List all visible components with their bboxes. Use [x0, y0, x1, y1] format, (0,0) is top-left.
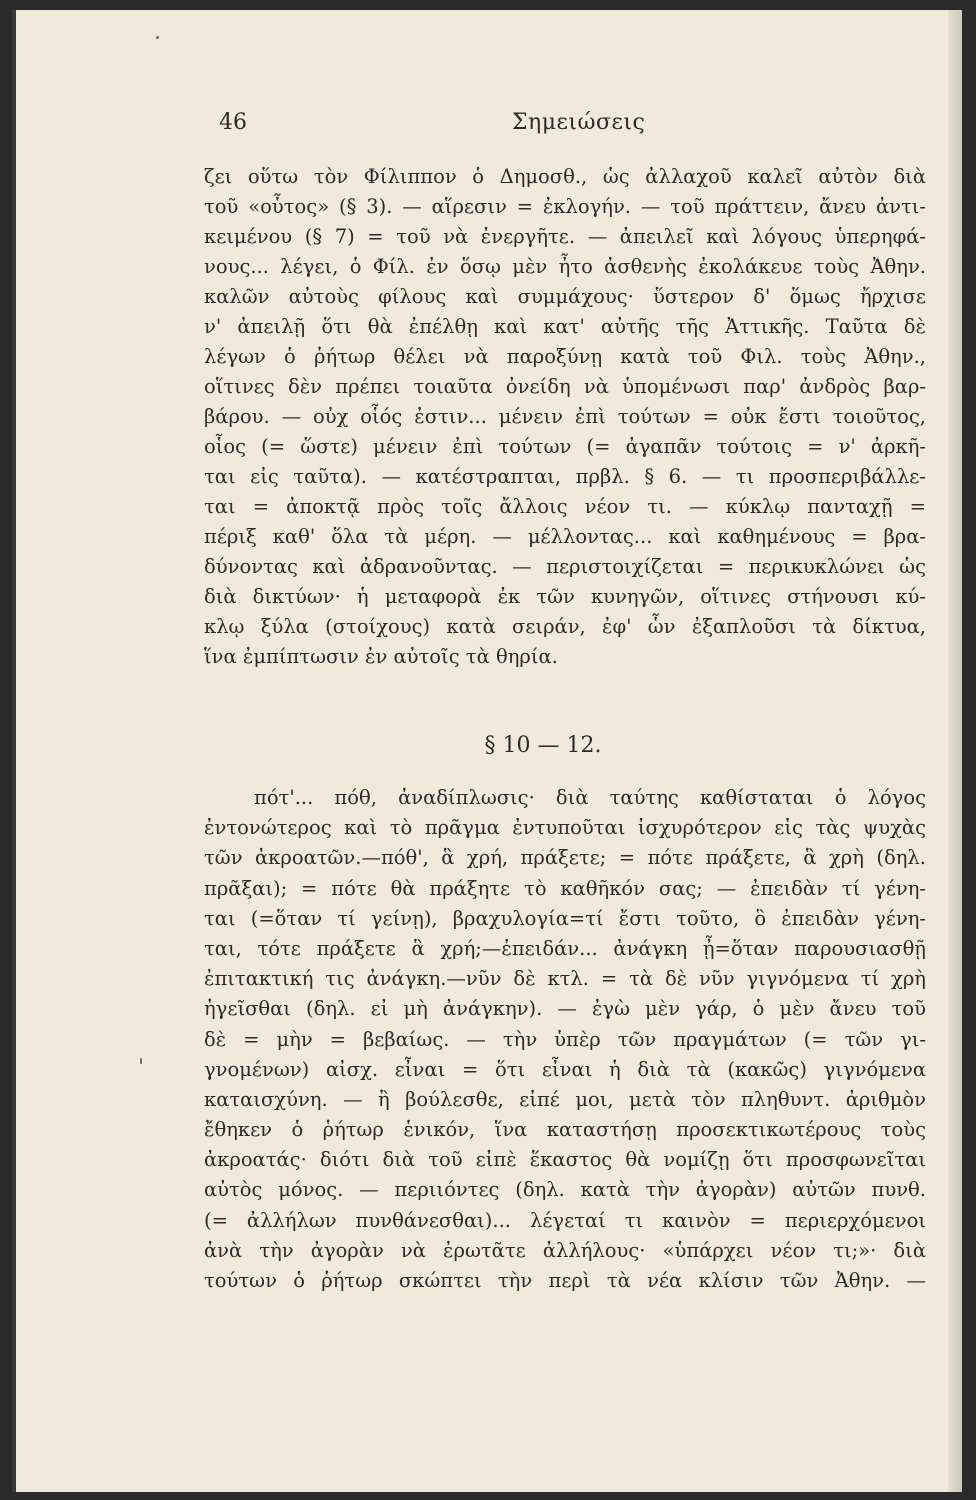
- text-line: πότ'... πόθ, ἀναδίπλωσις· διὰ ταύτης καθίσταται ὁ λόγος: [254, 786, 926, 809]
- section-heading: § 10 — 12.: [484, 733, 602, 758]
- text-line: ἐντονώτερος καὶ τὸ πρᾶγμα ἐντυποῦται ἰσχυρότερον εἰς τὰς ψυχὰς: [204, 816, 926, 840]
- notes-paragraph-1: [204, 162, 926, 672]
- text-line: οἵτινες δὲν πρέπει τοιαῦτα ὀνείδη νὰ ὑπομένωσι παρ' ἀνδρὸς βαρ-: [204, 375, 926, 398]
- text-line: ἀνὰ τὴν ἀγορὰν νὰ ἐρωτᾶτε ἀλλήλους· «ὑπάρχει νέον τι;»· διὰ: [204, 1238, 926, 1262]
- text-line: πέριξ καθ' ὅλα τὰ μέρη. — μέλλοντας... καὶ καθημένους = βρα-: [204, 525, 926, 548]
- text-line: ἵνα ἐμπίπτωσιν ἐν αὐτοῖς τὰ θηρία.: [204, 645, 558, 668]
- text-line: (= ἀλλήλων πυνθάνεσθαι)... λέγεταί τι καινὸν = περιερχόμενοι: [204, 1208, 926, 1232]
- text-line: λέγων ὁ ῥήτωρ θέλει νὰ παροξύνῃ κατὰ τοῦ Φιλ. τοὺς Ἀθην.,: [204, 345, 926, 368]
- text-line: ἔθηκεν ὁ ῥήτωρ ἑνικόν, ἵνα καταστήσῃ προσεκτικωτέρους τοὺς: [204, 1118, 926, 1142]
- paper-speck: [140, 1058, 142, 1064]
- page-header: [16, 110, 962, 150]
- text-line: τῶν ἀκροατῶν.—πόθ', ἃ χρή, πράξετε; = πότε πράξετε, ἃ χρὴ (δηλ.: [204, 846, 926, 870]
- text-line: αὐτὸς μόνος. — περιιόντες (δηλ. κατὰ τὴν ἀγορὰν) αὐτῶν πυνθ.: [204, 1178, 926, 1202]
- text-line: κειμένου (§ 7) = τοῦ νὰ ἐνεργῆτε. — ἀπειλεῖ καὶ λόγους ὑπερηφά-: [204, 225, 926, 248]
- text-line: ται, τότε πράξετε ἃ χρή;—ἐπειδάν... ἀνάγκη ᾖ=ὅταν παρουσιασθῇ: [204, 936, 926, 960]
- text-line: τοῦ «οὗτος» (§ 3). — αἵρεσιν = ἐκλογήν. — τοῦ πράττειν, ἄνευ ἀντι-: [204, 195, 926, 218]
- text-line: νους... λέγει, ὁ Φίλ. ἐν ὅσῳ μὲν ἦτο ἀσθενὴς ἐκολάκευε τοὺς Ἀθην.: [204, 255, 926, 278]
- text-line: ἀκροατάς· διότι διὰ τοῦ εἰπὲ ἕκαστος θὰ νομίζῃ ὅτι προσφωνεῖται: [204, 1148, 926, 1172]
- text-line: βάρου. — οὐχ οἷός ἐστιν... μένειν ἐπὶ τούτων = οὐκ ἔστι τοιοῦτος,: [204, 405, 926, 428]
- text-line: τούτων ὁ ῥήτωρ σκώπτει τὴν περὶ τὰ νέα κλίσιν τῶν Ἀθην. —: [204, 1269, 926, 1292]
- text-line: δύνοντας καὶ ἀδρανοῦντας. — περιστοιχίζεται = περικυκλώνει ὡς: [204, 555, 926, 578]
- text-line: ται εἰς ταῦτα). — κατέστραπται, πρβλ. § 6. — τι προσπεριβάλλε-: [204, 465, 926, 488]
- text-line: οἷος (= ὥστε) μένειν ἐπὶ τούτων (= ἀγαπᾶν τούτοις = ν' ἀρκῆ-: [204, 435, 926, 458]
- text-line: δὲ = μὴν = βεβαίως. — τὴν ὑπὲρ τῶν πραγμάτων (= τῶν γι-: [204, 1027, 926, 1051]
- running-title: Σημειώσεις: [512, 110, 646, 135]
- text-line: ν' ἀπειλῇ ὅτι θὰ ἐπέλθῃ καὶ κατ' αὐτῆς τῆς Ἀττικῆς. Ταῦτα δὲ: [204, 315, 926, 338]
- page-number: 46: [219, 110, 247, 135]
- text-line: ται = ἀποκτᾷ πρὸς τοῖς ἄλλοις νέον τι. — κύκλῳ πανταχῇ =: [204, 495, 926, 518]
- text-line: ἡγεῖσθαι (δηλ. εἰ μὴ ἀνάγκην). — ἐγὼ μὲν γάρ, ὁ μὲν ἄνευ τοῦ: [204, 997, 926, 1021]
- paper-speck: [156, 36, 159, 39]
- text-line: ζει οὕτω τὸν Φίλιππον ὁ Δημοσθ., ὡς ἀλλαχοῦ καλεῖ αὐτὸν διὰ: [204, 165, 926, 188]
- text-line: καταισχύνη. — ἢ βούλεσθε, εἰπέ μοι, μετὰ τὸν πληθυντ. ἀριθμὸν: [204, 1087, 926, 1111]
- text-line: ἐπιτακτική τις ἀνάγκη.—νῦν δὲ κτλ. = τὰ δὲ νῦν γιγνόμενα τί χρὴ: [204, 967, 926, 991]
- text-line: ται (=ὅταν τί γείνῃ), βραχυλογία=τί ἔστι τοῦτο, ὃ ἐπειδὰν γένη-: [204, 906, 926, 930]
- text-line: πρᾶξαι); = πότε θὰ πράξητε τὸ καθῆκόν σας; — ἐπειδὰν τί γένη-: [204, 876, 926, 900]
- text-line: κλῳ ξύλα (στοίχους) κατὰ σειράν, ἐφ' ὧν ἐξαπλοῦσι τὰ δίκτυα,: [204, 615, 926, 638]
- notes-paragraph-2: [204, 783, 926, 1296]
- text-line: γνομένων) αἰσχ. εἶναι = ὅτι εἶναι ἡ διὰ τὰ (κακῶς) γιγνόμενα: [204, 1057, 926, 1081]
- text-line: διὰ δικτύων· ἡ μεταφορὰ ἐκ τῶν κυνηγῶν, οἵτινες στήνουσι κύ-: [204, 585, 926, 608]
- text-line: καλῶν αὐτοὺς φίλους καὶ συμμάχους· ὕστερον δ' ὅμως ἤρχισε: [204, 285, 926, 308]
